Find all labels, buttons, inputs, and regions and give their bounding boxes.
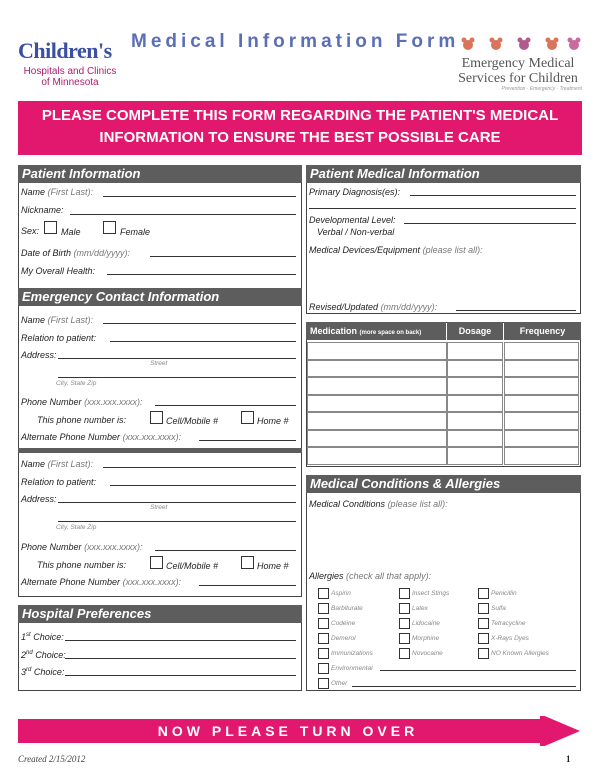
contact1-home-label: Home # — [257, 416, 289, 426]
dosage-cell[interactable] — [447, 430, 503, 448]
contact2-cell-checkbox[interactable] — [150, 556, 163, 569]
allergies-label: Allergies (check all that apply): — [309, 571, 432, 581]
contact2-address-label: Address: — [21, 494, 57, 504]
allergy-label: Morphine — [412, 635, 440, 642]
contact2-home-checkbox[interactable] — [241, 556, 254, 569]
allergy-checkbox-other[interactable] — [318, 678, 329, 689]
contact1-phone-field[interactable] — [155, 405, 296, 406]
allergy-checkbox-latex[interactable] — [399, 603, 410, 614]
banner-line-2: INFORMATION TO ENSURE THE BEST POSSIBLE CARE — [99, 129, 501, 146]
revised-field[interactable] — [456, 310, 576, 311]
hospital-prefs-heading: Hospital Preferences — [18, 605, 302, 623]
allergy-checkbox-novocaine[interactable] — [399, 648, 410, 659]
choice1-label: 1st Choice: — [21, 632, 64, 642]
dosage-cell[interactable] — [447, 395, 503, 413]
contact1-street-field[interactable] — [58, 358, 296, 359]
contact2-street-field[interactable] — [58, 502, 296, 503]
male-label: Male — [61, 227, 81, 237]
allergy-checkbox-barbiturate[interactable] — [318, 603, 329, 614]
page-number: 1 — [566, 754, 571, 764]
devices-label: Medical Devices/Equipment (please list all): — [309, 245, 483, 255]
contact1-street-hint: Street — [150, 360, 168, 367]
contact1-cell-checkbox[interactable] — [150, 411, 163, 424]
allergy-checkbox-no-known-allergies[interactable] — [478, 648, 489, 659]
medication-cell[interactable] — [307, 430, 447, 448]
overall-health-field[interactable] — [107, 274, 296, 275]
contact2-alt-phone-field[interactable] — [199, 585, 296, 586]
frequency-cell[interactable] — [504, 342, 579, 360]
childrens-logo: Children's — [18, 38, 112, 63]
contact2-city-hint: City, State Zip — [56, 524, 97, 531]
revised-label: Revised/Updated (mm/dd/yyyy): — [309, 302, 438, 312]
contact2-phone-field[interactable] — [155, 550, 296, 551]
allergy-label: Tetracycline — [491, 620, 526, 627]
patient-name-label: Name (First Last): — [21, 187, 94, 197]
allergy-checkbox-environmental[interactable] — [318, 663, 329, 674]
frequency-cell[interactable] — [504, 377, 579, 395]
frequency-cell[interactable] — [504, 360, 579, 378]
dosage-cell[interactable] — [447, 377, 503, 395]
contact1-name-label: Name (First Last): — [21, 315, 94, 325]
medication-col-header: Medication (more space on back) — [306, 322, 446, 340]
diagnosis-field-1[interactable] — [410, 195, 576, 196]
dob-label: Date of Birth (mm/dd/yyyy): — [21, 248, 131, 258]
contact2-phone-label: Phone Number (xxx.xxx.xxxx): — [21, 542, 143, 552]
dob-field[interactable] — [150, 256, 296, 257]
female-label: Female — [120, 227, 151, 237]
allergy-checkbox-penicillin[interactable] — [478, 588, 489, 599]
emergency-contact-heading: Emergency Contact Information — [18, 288, 302, 306]
contact2-cell-label: Cell/Mobile # — [166, 561, 219, 571]
logo-subtitle-2: of Minnesota — [41, 77, 99, 88]
frequency-cell[interactable] — [504, 412, 579, 430]
patient-info-heading: Patient Information — [18, 165, 302, 183]
allergy-label: Environmental — [331, 665, 373, 672]
emsc-name-line2: Services for Children — [458, 71, 578, 86]
allergy-label: Barbiturate — [331, 605, 363, 612]
allergy-checkbox-demerol[interactable] — [318, 633, 329, 644]
allergy-label: NO Known Allergies — [491, 650, 549, 657]
contact1-phone-label: Phone Number (xxx.xxx.xxxx): — [21, 397, 143, 407]
nickname-label: Nickname: — [21, 205, 64, 215]
contact1-phone-is-label: This phone number is: — [37, 415, 127, 425]
contact1-relation-label: Relation to patient: — [21, 333, 97, 343]
turn-over-text: NOW PLEASE TURN OVER — [157, 723, 419, 739]
allergy-checkbox-tetracycline[interactable] — [478, 618, 489, 629]
turn-over-arrow — [18, 716, 580, 746]
allergy-label: Sulfa — [491, 605, 506, 612]
contact2-relation-field[interactable] — [110, 485, 296, 486]
contact2-city-field[interactable] — [58, 521, 296, 522]
contact1-alt-phone-label: Alternate Phone Number (xxx.xxx.xxxx): — [21, 432, 182, 442]
instructions-banner — [18, 101, 582, 155]
dev-level-field[interactable] — [404, 223, 576, 224]
dosage-cell[interactable] — [447, 412, 503, 430]
allergy-label: Lidocaine — [412, 620, 440, 627]
contact2-name-field[interactable] — [103, 467, 296, 468]
medication-cell[interactable] — [307, 342, 447, 360]
allergy-checkbox-aspirin[interactable] — [318, 588, 329, 599]
sex-label: Sex: — [21, 226, 40, 236]
patient-name-field[interactable] — [103, 196, 296, 197]
created-date: Created 2/15/2012 — [18, 754, 86, 764]
contact2-street-hint: Street — [150, 504, 168, 511]
allergy-label: Immunizations — [331, 650, 373, 657]
allergy-checkbox-immunizations[interactable] — [318, 648, 329, 659]
allergy-label: Demerol — [331, 635, 356, 642]
dosage-col-header: Dosage — [447, 322, 503, 340]
diagnosis-label: Primary Diagnosis(es): — [309, 187, 401, 197]
other-allergy-field[interactable] — [352, 686, 576, 687]
allergy-label: Other — [331, 680, 348, 687]
contact2-home-label: Home # — [257, 561, 289, 571]
contact1-cell-label: Cell/Mobile # — [166, 416, 219, 426]
nickname-field[interactable] — [70, 214, 296, 215]
allergy-label: Codeine — [331, 620, 356, 627]
allergy-label: X-Rays Dyes — [491, 635, 529, 642]
logo-subtitle-1: Hospitals and Clinics — [23, 66, 117, 77]
frequency-cell[interactable] — [504, 447, 579, 465]
frequency-cell[interactable] — [504, 430, 579, 448]
contact2-phone-is-label: This phone number is: — [37, 560, 127, 570]
contact1-home-checkbox[interactable] — [241, 411, 254, 424]
dev-level-label: Developmental Level: — [309, 215, 396, 225]
conditions-label: Medical Conditions (please list all): — [309, 499, 448, 509]
allergy-checkbox-codeine[interactable] — [318, 618, 329, 629]
emsc-name-line1: Emergency Medical — [461, 56, 575, 71]
medication-cell[interactable] — [307, 412, 447, 430]
male-checkbox[interactable] — [44, 221, 57, 234]
overall-health-label: My Overall Health: — [21, 266, 96, 276]
choice2-field[interactable] — [65, 658, 296, 659]
choice3-label: 3rd Choice: — [21, 667, 65, 677]
allergy-checkbox-insect-stings[interactable] — [399, 588, 410, 599]
allergy-label: Penicillin — [491, 590, 517, 597]
emsc-tagline: Prevention · Emergency · Treatment — [501, 86, 582, 92]
contact1-name-field[interactable] — [103, 323, 296, 324]
medication-cell[interactable] — [307, 360, 447, 378]
environmental-field[interactable] — [380, 670, 576, 671]
contact1-city-field[interactable] — [58, 377, 296, 378]
choice2-label: 2nd Choice: — [21, 650, 66, 660]
conditions-heading: Medical Conditions & Allergies — [306, 475, 581, 493]
allergy-label: Novocaine — [412, 650, 443, 657]
contact2-name-label: Name (First Last): — [21, 459, 94, 469]
frequency-cell[interactable] — [504, 395, 579, 413]
patient-medical-heading: Patient Medical Information — [306, 165, 581, 183]
allergy-checkbox-x-rays-dyes[interactable] — [478, 633, 489, 644]
medication-cell[interactable] — [307, 395, 447, 413]
dosage-cell[interactable] — [447, 342, 503, 360]
allergy-label: Insect Stings — [412, 590, 450, 597]
allergy-checkbox-lidocaine[interactable] — [399, 618, 410, 629]
allergy-label: Latex — [412, 605, 428, 612]
allergy-label: Aspirin — [331, 590, 351, 597]
choice1-field[interactable] — [65, 640, 296, 641]
emsc-bears-icon — [460, 36, 582, 54]
contact2-alt-phone-label: Alternate Phone Number (xxx.xxx.xxxx): — [21, 577, 182, 587]
medication-cell[interactable] — [307, 447, 447, 465]
contact1-city-hint: City, State Zip — [56, 380, 97, 387]
dev-level-hint: Verbal / Non-verbal — [317, 227, 395, 237]
dosage-cell[interactable] — [447, 360, 503, 378]
diagnosis-field-2[interactable] — [309, 208, 576, 209]
contact2-relation-label: Relation to patient: — [21, 477, 97, 487]
banner-line-1: PLEASE COMPLETE THIS FORM REGARDING THE PATIENT'S MEDICAL — [41, 107, 559, 124]
contact1-relation-field[interactable] — [110, 341, 296, 342]
contact1-address-label: Address: — [21, 350, 57, 360]
allergy-checkbox-morphine[interactable] — [399, 633, 410, 644]
dosage-cell[interactable] — [447, 447, 503, 465]
medication-cell[interactable] — [307, 377, 447, 395]
allergy-checkbox-sulfa[interactable] — [478, 603, 489, 614]
form-title: Medical Information Form — [131, 31, 460, 52]
choice3-field[interactable] — [65, 675, 296, 676]
female-checkbox[interactable] — [103, 221, 116, 234]
contact-divider — [18, 448, 302, 453]
frequency-col-header: Frequency — [504, 322, 581, 340]
contact1-alt-phone-field[interactable] — [199, 440, 296, 441]
